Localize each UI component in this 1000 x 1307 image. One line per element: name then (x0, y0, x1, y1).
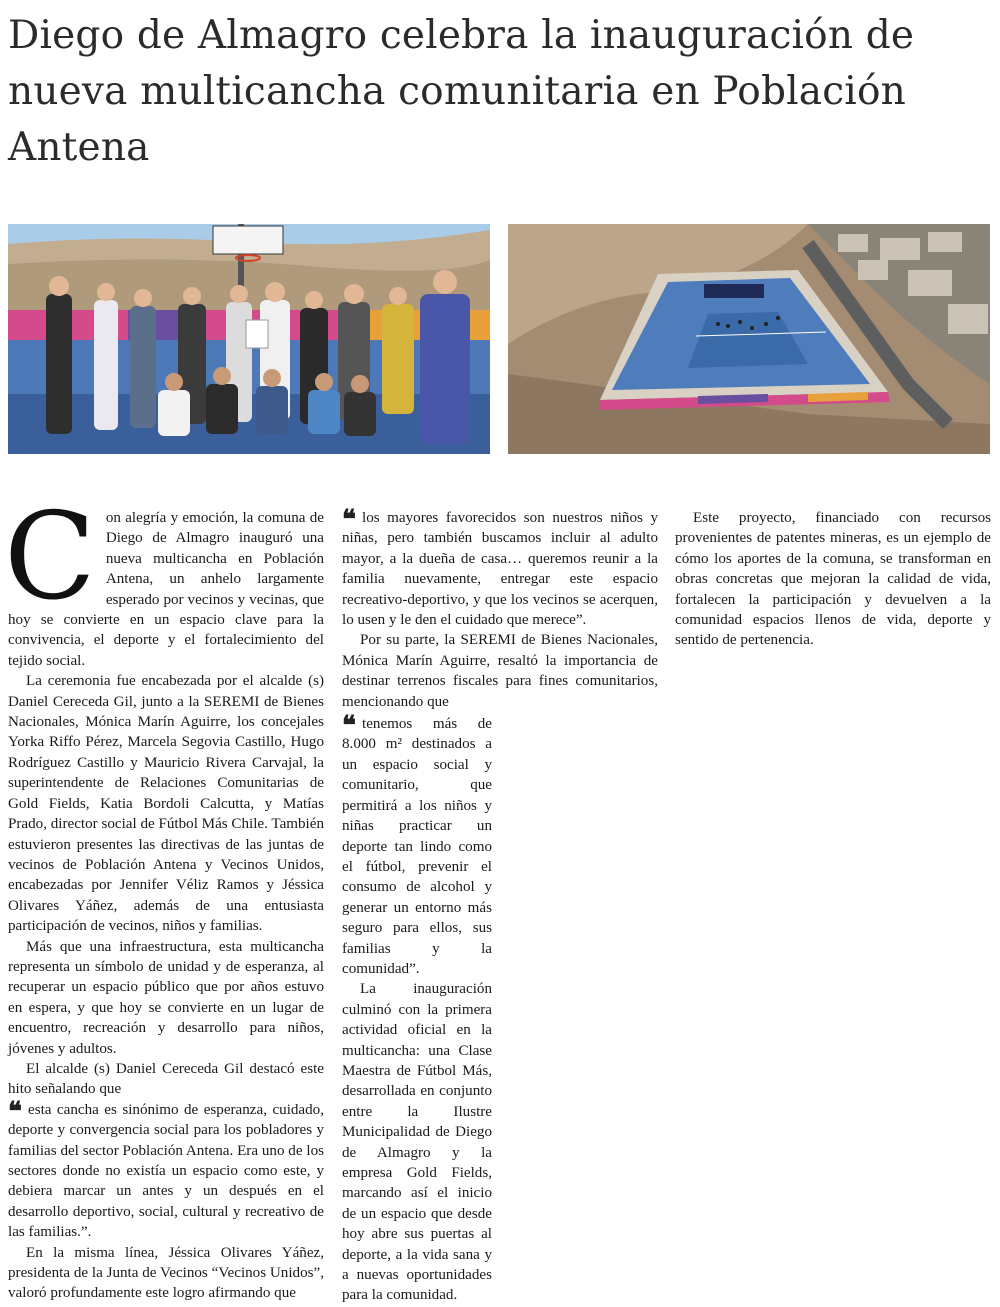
quote-mayor-text: esta cancha es sinónimo de esperanza, cuidado, deporte y convergencia social para los pobladores y familias del sector Población Antena. Era uno de los sectores donde no existía un espacio como este, y debiera marcar un antes y un después en el desarrollo deportivo, social, cultural y recreativo de las familias.”. (8, 1101, 324, 1241)
quote-mark-icon: ❝ (342, 505, 356, 535)
paragraph-project: Este proyecto, financiado con recursos provenientes de patentes mineras, es un ejemplo de cómo los aportes de la comuna, se transforman en obras concretas que mejoran la calidad de vida, fortalecen la participación y devuelven a la comunidad espacios llenos de vida, deporte y sentido de pertenencia. (675, 510, 991, 649)
quote-mark-icon: ❝ (8, 1096, 22, 1127)
paragraph-olivares-intro: En la misma línea, Jéssica Olivares Yáñez, presidenta de la Junta de Vecinos “Vecinos Unidos”, valoró profundamente este logro afirmando que (8, 1244, 324, 1302)
paragraph-lead-text: on alegría y emoción, la comuna de Diego de Almagro inauguró una nueva multicancha en Población Antena, un anhelo largamente esperado por vecinos y vecinas, que hoy se convierte en un espacio clave para la convivencia, el deporte y el fortalecimiento del tejido social. (8, 510, 324, 669)
article-column-3 (675, 508, 991, 651)
paragraph-seremi-intro: Por su parte, la SEREMI de Bienes Nacionales, Mónica Marín Aguirre, resaltó la importancia de destinar terrenos fiscales para fines comunitarios, mencionando que (342, 632, 658, 710)
quote-seremi (342, 711, 492, 979)
drop-cap: C (4, 488, 96, 627)
paragraph-closing-event: La inauguración culminó con la primera actividad oficial en la multicancha: una Clase Maestra de Fútbol Más, desarrollada en conjunto entre la Ilustre Municipalidad de Diego de Almagro y la empresa Gold Fields, marcando así el inicio de un espacio que desde hoy abre sus puertas al deporte, a la vida sana y a nuevas oportunidades para la comunidad. (342, 981, 492, 1304)
article-headline: Diego de Almagro celebra la inauguración de nueva multicancha comunitaria en Población Antena (8, 13, 915, 170)
quote-olivares-text: los mayores favorecidos son nuestros niños y niñas, pero también buscamos incluir al adulto mayor, a la dueña de casa… queremos reunir a la familia nuevamente, entregar este espacio recreativo-deportivo, y que los vecinos se acerquen, lo usen y le den el cuidado que merece”. (342, 510, 658, 629)
article-column-2 (342, 505, 658, 1306)
quote-mark-icon: ❝ (342, 711, 356, 742)
quote-olivares (342, 505, 658, 630)
quote-mayor (8, 1096, 324, 1243)
aerial-court-photo (508, 224, 990, 454)
article-column-1 (4, 488, 324, 1304)
paragraph-ceremony: La ceremonia fue encabezada por el alcalde (s) Daniel Cereceda Gil, junto a la SEREMI de Bienes Nacionales, Mónica Marín Aguirre, los concejales Yorka Riffo Pérez, Marcela Segovia Castillo, Hugo Rodríguez Castillo y Mauricio Rivera Carvajal, la superintendente de Relaciones Comunitarias de Gold Fields, Katia Bordoli Calcutta, y Matías Prado, director social de Fútbol Más Chile. También estuvieron presentes las directivas de las juntas de vecinos de Población Antena y Vecinos Unidos, encabezadas por Jennifer Véliz Ramos y Jéssica Olivares Yáñez, además de una entusiasta participación de vecinos, niños y familias. (8, 673, 324, 935)
paragraph-lead (4, 488, 324, 671)
narrow-block (342, 711, 492, 1306)
paragraph-infrastructure: Más que una infraestructura, esta multicancha representa un símbolo de unidad y de esperanza, al recuperar un espacio público que por años estuvo en espera, y que hoy se convierte en un lugar de encuentro, recreación y desarrollo para niños, jóvenes y adultos. (8, 938, 324, 1057)
paragraph-mayor-intro: El alcalde (s) Daniel Cereceda Gil destacó este hito señalando que (8, 1060, 324, 1098)
quote-seremi-text: tenemos más de 8.000 m² destinados a un espacio social y comunitario, que permitirá a los niños y niñas practicar un deporte tan lindo como el fútbol, prevenir el consumo de alcohol y generar un entorno más seguro para ellos, sus familias y la comunidad”. (342, 716, 492, 977)
ceremony-group-photo (8, 224, 490, 454)
